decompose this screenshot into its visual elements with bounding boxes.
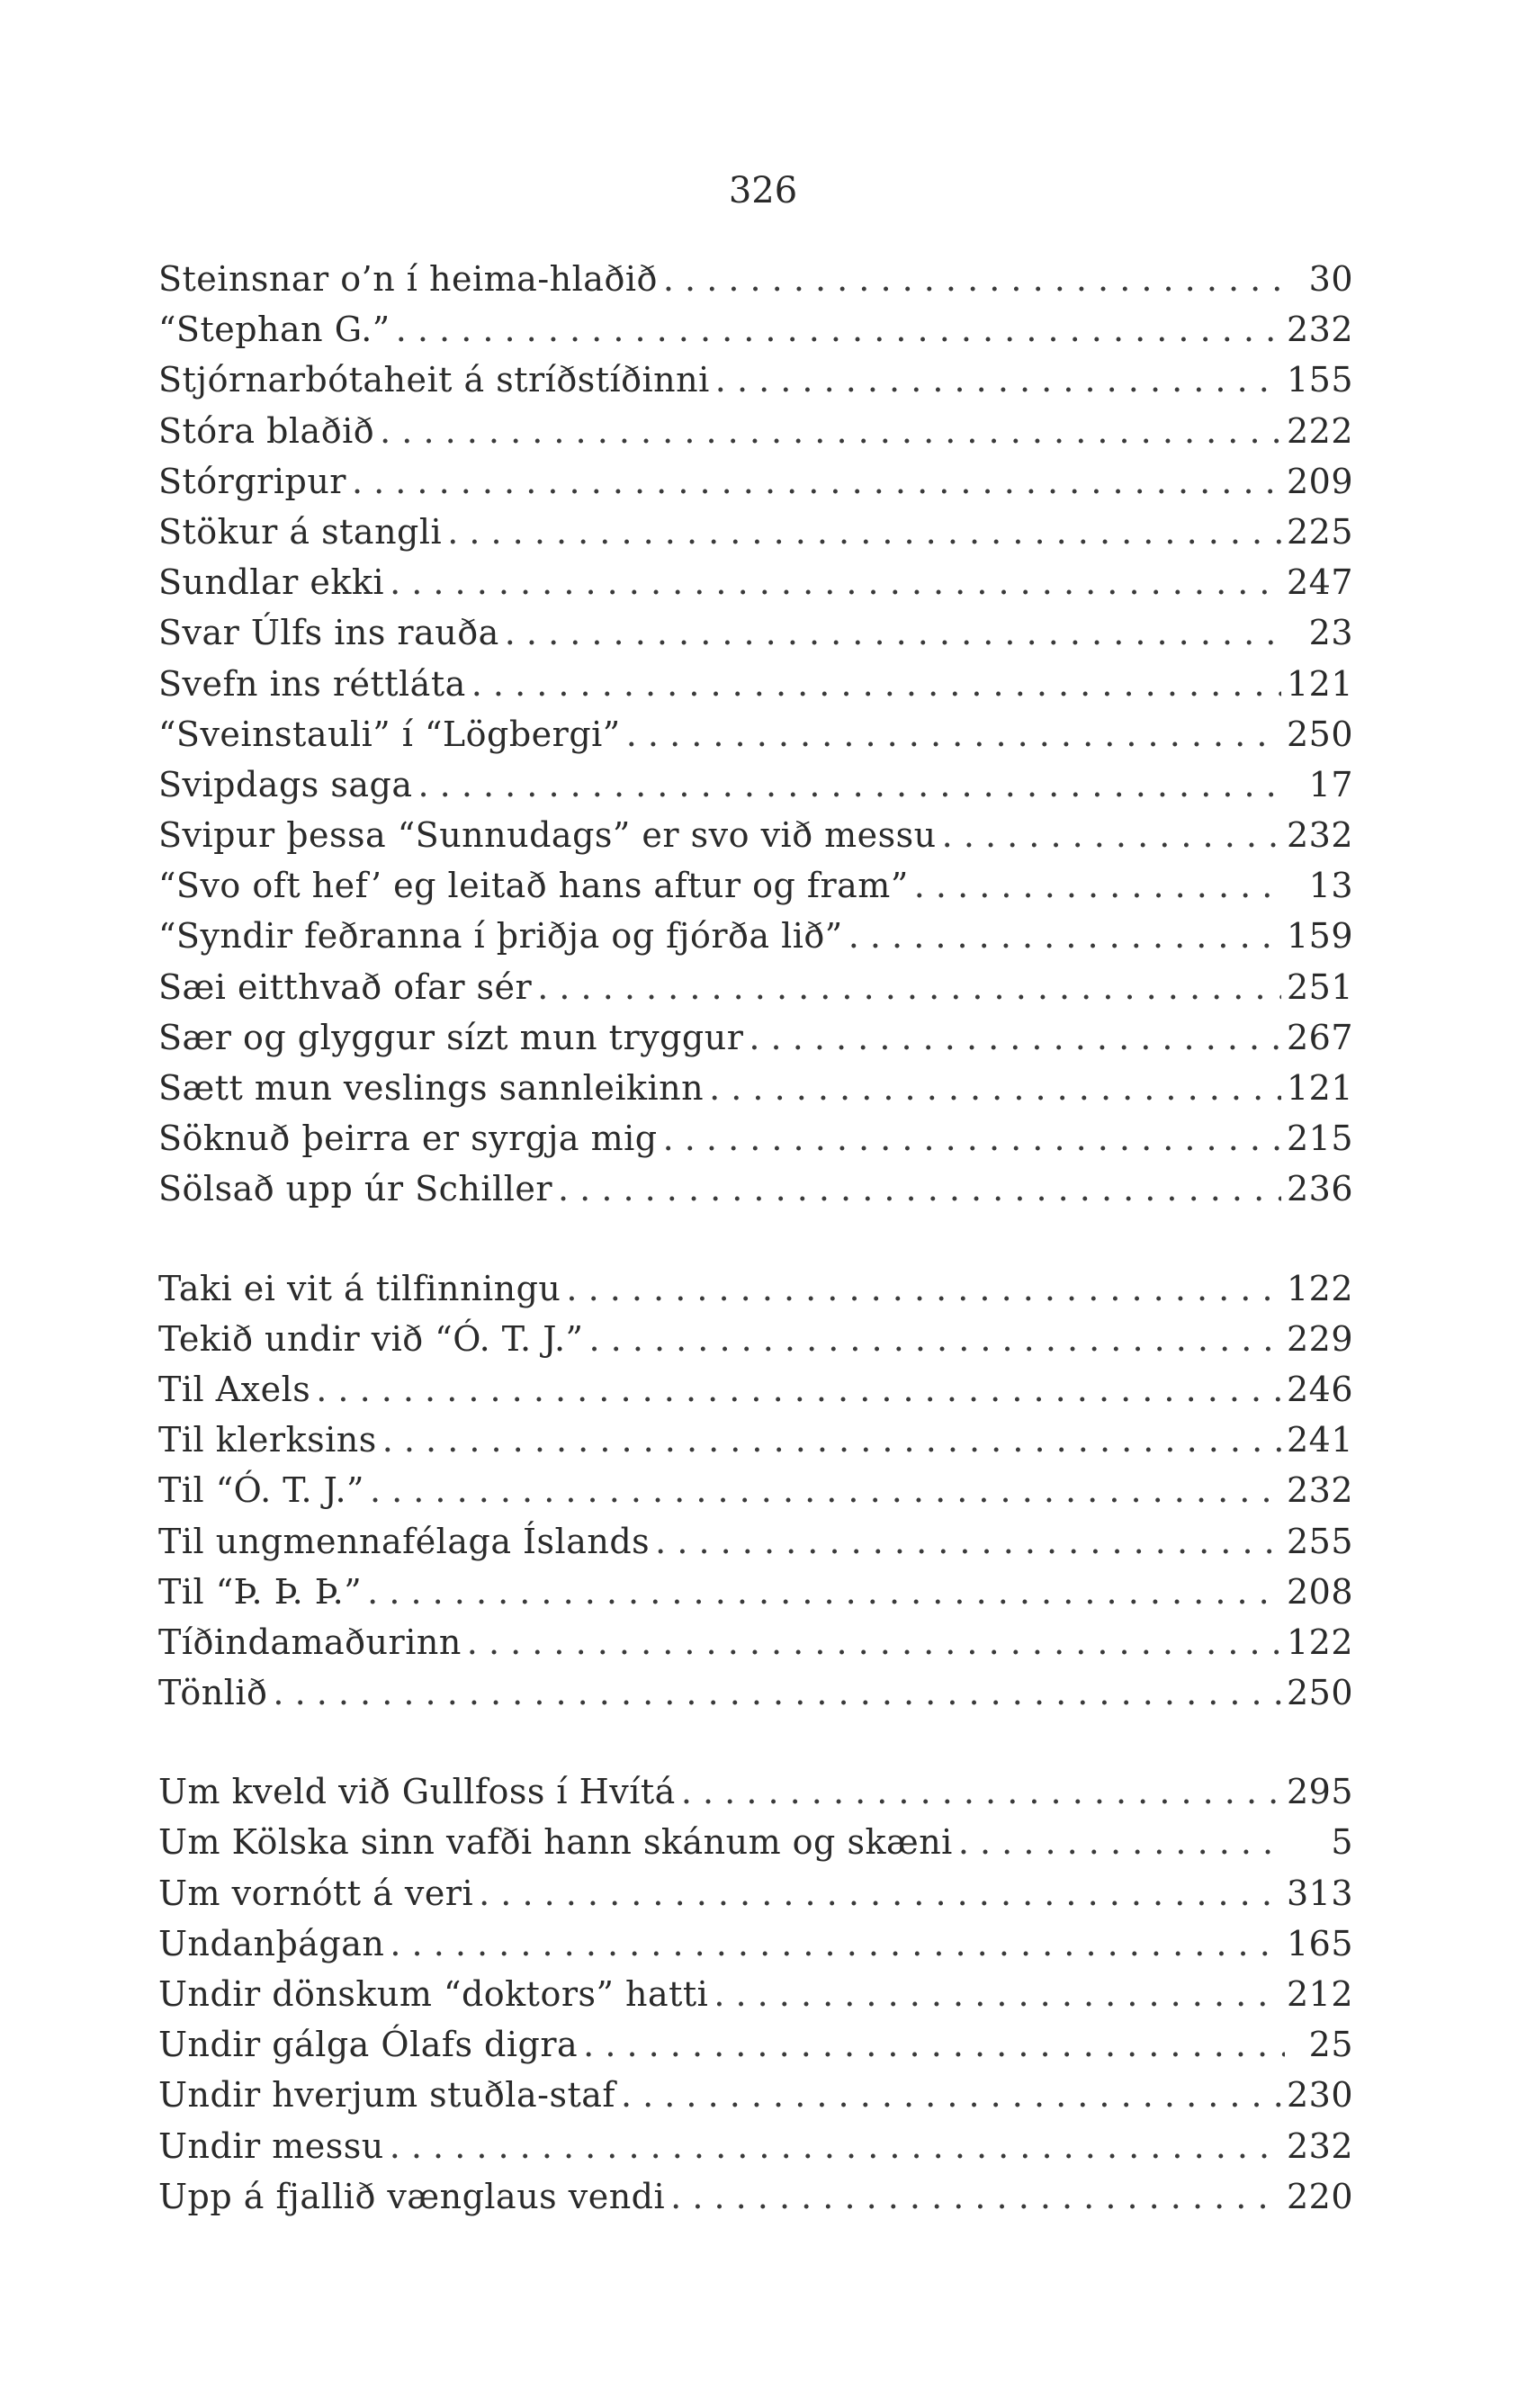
entry-title: Stóra blaðið xyxy=(158,410,375,451)
dot-leader xyxy=(681,1766,1281,1817)
entry-page: 23 xyxy=(1308,613,1353,653)
entry-page: 313 xyxy=(1286,1873,1353,1913)
dot-leader xyxy=(621,2070,1281,2120)
entry-title: Sæi eitthvað ofar sér xyxy=(158,966,533,1007)
index-entry xyxy=(158,1164,1353,1214)
entry-page: 250 xyxy=(1286,1673,1353,1713)
dot-leader xyxy=(505,607,1285,658)
dot-leader xyxy=(390,2121,1281,2171)
entry-page: 159 xyxy=(1286,916,1353,957)
entry-title: “Stephan G.” xyxy=(158,310,390,350)
index-entry xyxy=(158,1817,1353,1867)
entry-title: Um kveld við Gullfoss í Hvítá xyxy=(158,1772,676,1812)
index-entry xyxy=(158,2070,1353,2120)
entry-title: “Svo oft hef’ eg leitað hans aftur og fram” xyxy=(158,866,909,906)
dot-leader xyxy=(390,557,1281,607)
index-entry xyxy=(158,1263,1353,1314)
dot-leader xyxy=(471,659,1281,709)
index-entry xyxy=(158,607,1353,658)
dot-leader xyxy=(583,2019,1285,2070)
entry-title: Til “Ó. T. J.” xyxy=(158,1470,364,1511)
entry-title: Til Axels xyxy=(158,1369,311,1409)
entry-title: Undanþágan xyxy=(158,1923,385,1963)
index-entry xyxy=(158,1314,1353,1364)
entry-page: 229 xyxy=(1286,1318,1353,1359)
entry-page: 13 xyxy=(1308,866,1353,906)
entry-title: Tíðindamaðurinn xyxy=(158,1622,462,1662)
entry-page: 209 xyxy=(1286,461,1353,501)
entry-title: Taki ei vit á tilfinningu xyxy=(158,1268,561,1308)
index-entry xyxy=(158,1617,1353,1667)
entry-title: Upp á fjallið vænglaus vendi xyxy=(158,2176,666,2216)
dot-leader xyxy=(479,1868,1281,1918)
entry-page: 5 xyxy=(1331,1822,1353,1863)
entry-page: 30 xyxy=(1308,259,1353,299)
entry-title: Steinsnar o’n í heima-hlaðið xyxy=(158,259,658,299)
entry-title: Til “Þ. Þ. Þ.” xyxy=(158,1571,363,1612)
dot-leader xyxy=(537,962,1281,1012)
index-entry xyxy=(158,1465,1353,1515)
dot-leader xyxy=(467,1617,1281,1667)
entry-title: Til klerksins xyxy=(158,1420,377,1460)
index-entry xyxy=(158,507,1353,557)
index-entry xyxy=(158,659,1353,709)
index-entry xyxy=(158,759,1353,810)
index-entry xyxy=(158,1516,1353,1567)
entry-page: 241 xyxy=(1286,1420,1353,1460)
entry-title: “Sveinstauli” í “Lögbergi” xyxy=(158,714,621,754)
dot-leader xyxy=(655,1516,1281,1567)
entry-page: 155 xyxy=(1286,360,1353,400)
entry-page: 122 xyxy=(1286,1622,1353,1662)
entry-title: Um vornótt á veri xyxy=(158,1873,474,1913)
index-entry xyxy=(158,1918,1353,1969)
index-entry xyxy=(158,406,1353,456)
index-entry xyxy=(158,304,1353,355)
dot-leader xyxy=(670,2171,1281,2222)
entry-page: 247 xyxy=(1286,562,1353,603)
dot-leader xyxy=(558,1164,1281,1214)
entry-title: Um Kölska sinn vafði hann skánum og skæni xyxy=(158,1822,953,1863)
entry-page: 251 xyxy=(1286,966,1353,1007)
index-entry xyxy=(158,1415,1353,1465)
index-entry xyxy=(158,911,1353,961)
dot-leader xyxy=(958,1817,1285,1867)
index-entry xyxy=(158,1567,1353,1617)
dot-leader xyxy=(273,1667,1281,1718)
entry-title: Svefn ins réttláta xyxy=(158,663,466,704)
entry-title: Sölsað upp úr Schiller xyxy=(158,1169,552,1209)
entry-title: Söknuð þeirra er syrgja mig xyxy=(158,1119,658,1159)
entry-page: 121 xyxy=(1286,663,1353,704)
index-entry xyxy=(158,2019,1353,2070)
dot-leader xyxy=(714,1969,1281,2019)
entry-title: Undir messu xyxy=(158,2125,384,2166)
index-entry xyxy=(158,254,1353,304)
entry-page: 232 xyxy=(1286,310,1353,350)
entry-page: 267 xyxy=(1286,1017,1353,1057)
dot-leader xyxy=(380,406,1281,456)
dot-leader xyxy=(447,507,1281,557)
dot-leader xyxy=(709,1063,1281,1113)
index-entry xyxy=(158,1868,1353,1918)
entry-title: Stórgripur xyxy=(158,461,346,501)
entry-page: 255 xyxy=(1286,1521,1353,1561)
index-section-s xyxy=(158,254,1353,1215)
index-entry xyxy=(158,860,1353,911)
entry-title: Til ungmennafélaga Íslands xyxy=(158,1521,651,1561)
index-entry xyxy=(158,1969,1353,2019)
entry-page: 232 xyxy=(1286,1470,1353,1511)
dot-leader xyxy=(390,1918,1281,1969)
entry-title: Undir dönskum “doktors” hatti xyxy=(158,1974,709,2014)
index-entry xyxy=(158,557,1353,607)
dot-leader xyxy=(352,456,1281,507)
entry-page: 232 xyxy=(1286,815,1353,856)
dot-leader xyxy=(382,1415,1281,1465)
entry-title: Stjórnarbótaheit á stríðstíðinni xyxy=(158,360,710,400)
dot-leader xyxy=(942,810,1281,860)
entry-page: 121 xyxy=(1286,1068,1353,1108)
entry-page: 295 xyxy=(1286,1772,1353,1812)
index-entry xyxy=(158,1766,1353,1817)
entry-page: 220 xyxy=(1286,2176,1353,2216)
entry-title: Svipdags saga xyxy=(158,764,413,804)
title-index xyxy=(158,254,1353,2222)
entry-page: 165 xyxy=(1286,1923,1353,1963)
index-entry xyxy=(158,355,1353,405)
entry-title: Undir hverjum stuðla-staf xyxy=(158,2075,615,2116)
index-entry xyxy=(158,709,1353,759)
dot-leader xyxy=(626,709,1281,759)
index-entry xyxy=(158,1364,1353,1415)
dot-leader xyxy=(914,860,1285,911)
dot-leader xyxy=(367,1567,1281,1617)
entry-title: Undir gálga Ólafs digra xyxy=(158,2025,579,2065)
dot-leader xyxy=(848,911,1281,961)
dot-leader xyxy=(663,1113,1281,1164)
dot-leader xyxy=(396,304,1281,355)
dot-leader xyxy=(316,1364,1281,1415)
entry-page: 222 xyxy=(1286,410,1353,451)
entry-title: Tönlið xyxy=(158,1673,268,1713)
entry-title: Svipur þessa “Sunnudags” er svo við messu xyxy=(158,815,937,856)
index-entry xyxy=(158,810,1353,860)
dot-leader xyxy=(418,759,1285,810)
dot-leader xyxy=(370,1465,1281,1515)
entry-title: Tekið undir við “Ó. T. J.” xyxy=(158,1318,584,1359)
entry-title: Sætt mun veslings sannleikinn xyxy=(158,1068,705,1108)
index-section-u xyxy=(158,1766,1353,2222)
dot-leader xyxy=(663,254,1285,304)
page-number: 326 xyxy=(728,170,798,211)
index-entry xyxy=(158,2171,1353,2222)
entry-title: Sær og glyggur sízt mun tryggur xyxy=(158,1017,744,1057)
index-entry xyxy=(158,456,1353,507)
index-entry xyxy=(158,1063,1353,1113)
entry-title: Sundlar ekki xyxy=(158,562,385,603)
entry-page: 17 xyxy=(1308,764,1353,804)
dot-leader xyxy=(749,1012,1281,1063)
entry-page: 208 xyxy=(1286,1571,1353,1612)
dot-leader xyxy=(715,355,1281,405)
index-entry xyxy=(158,962,1353,1012)
entry-page: 225 xyxy=(1286,511,1353,552)
index-entry xyxy=(158,1012,1353,1063)
entry-page: 230 xyxy=(1286,2075,1353,2116)
entry-page: 212 xyxy=(1286,1974,1353,2014)
entry-title: Svar Úlfs ins rauða xyxy=(158,613,499,653)
entry-title: “Syndir feðranna í þriðja og fjórða lið” xyxy=(158,916,843,957)
dot-leader xyxy=(589,1314,1281,1364)
entry-page: 250 xyxy=(1286,714,1353,754)
index-entry xyxy=(158,1667,1353,1718)
entry-page: 246 xyxy=(1286,1369,1353,1409)
entry-page: 236 xyxy=(1286,1169,1353,1209)
entry-title: Stökur á stangli xyxy=(158,511,443,552)
entry-page: 215 xyxy=(1286,1119,1353,1159)
entry-page: 232 xyxy=(1286,2125,1353,2166)
dot-leader xyxy=(566,1263,1281,1314)
entry-page: 122 xyxy=(1286,1268,1353,1308)
entry-page: 25 xyxy=(1308,2025,1353,2065)
index-entry xyxy=(158,2121,1353,2171)
index-section-t xyxy=(158,1263,1353,1719)
index-entry xyxy=(158,1113,1353,1164)
